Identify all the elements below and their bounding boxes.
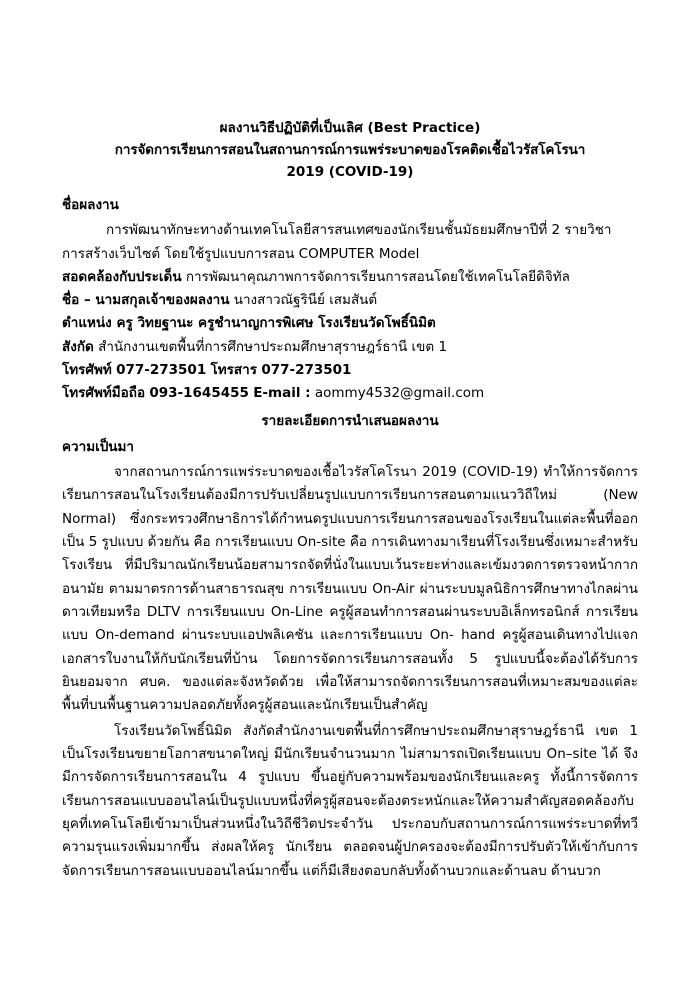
work-name-value-line-1: การพัฒนาทักษะทางด้านเทคโนโลยีสารสนเทศของนักเรียนชั้นมัธยมศึกษาปีที่ 2 รายวิชา — [106, 222, 612, 239]
email-value: aommy4532@gmail.com — [314, 384, 485, 401]
owner-value: นางสาวณัฐรินีย์ เสมสันต์ — [233, 292, 378, 309]
email-label: E-mail : — [253, 384, 311, 401]
phone-label: โทรศัพท์ — [62, 361, 112, 378]
fax-label: โทรสาร — [210, 361, 258, 378]
affiliation-row — [62, 336, 638, 359]
relevance-value: การพัฒนาคุณภาพการจัดการเรียนการสอนโดยใช้เทคโนโลยีดิจิทัล — [185, 268, 570, 285]
position-label: ตำแหน่ง ครู วิทยฐานะ ครูชำนาญการพิเศษ โรงเรียนวัดโพธิ์นิมิต — [62, 315, 436, 332]
mobile-value: 093-1645455 — [149, 384, 249, 401]
mobile-row — [62, 382, 638, 405]
affiliation-value: สำนักงานเขตพื้นที่การศึกษาประถมศึกษาสุราษฎร์ธานี เขต 1 — [98, 338, 448, 355]
relevance-label: สอดคล้องกับประเด็น — [62, 268, 182, 285]
title-line-3: 2019 (COVID-19) — [286, 163, 414, 180]
document-title — [62, 118, 638, 184]
position-row — [62, 312, 638, 335]
phone-row — [62, 359, 638, 382]
fax-value: 077-273501 — [261, 361, 352, 378]
mobile-label: โทรศัพท์มือถือ — [62, 384, 146, 401]
owner-row — [62, 289, 638, 312]
phone-value: 077-273501 — [116, 361, 207, 378]
background-paragraph-2: โรงเรียนวัดโพธิ์นิมิต สังกัดสำนักงานเขตพื้นที่การศึกษาประถมศึกษาสุราษฎร์ธานี เขต 1 เป็นโรงเรียนขยายโอกาสขนาดใหญ่ มีนักเรียนจำนวนมาก ไม่สามารถเปิดเรียนแบบ On–site ได้ จึงมีการจัดการเรียนการสอนใน 4 รูปแบบ ขึ้นอยู่กับความพร้อมของนักเรียนและครู ทั้งนี้การจัดการเรียนการสอนแบบออนไลน์เป็นรูปแบบหนึ่งที่ครูผู้สอนจะต้องตระหนักและให้ความสำคัญสอดคล้องกับยุคที่เทคโนโลยีเข้ามาเป็นส่วนหนึ่งในวิถีชีวิตประจำวัน ประกอบกับสถานการณ์การแพร่ระบาดที่ทวีความรุนแรงเพิ่มมากขึ้น ส่งผลให้ครู นักเรียน ตลอดจนผู้ปกครองจะต้องมีการปรับตัวให้เข้ากับการจัดการเรียนการสอนแบบออนไลน์มากขึ้น แต่ก็มีเสียงตอบกลับทั้งด้านบวกและด้านลบ ด้านบวก — [62, 722, 638, 879]
relevance-row — [62, 266, 638, 289]
detail-heading: รายละเอียดการนำเสนอผลงาน — [261, 413, 439, 430]
work-name-label: ชื่อผลงาน — [62, 196, 119, 213]
title-line-2: การจัดการเรียนการสอนในสถานการณ์การแพร่ระบาดของโรคติดเชื้อไวรัสโคโรนา — [114, 141, 586, 158]
background-heading: ความเป็นมา — [62, 439, 134, 456]
title-line-1: ผลงานวิธีปฏิบัติที่เป็นเลิศ (Best Practice) — [219, 120, 481, 136]
background-paragraph-1: จากสถานการณ์การแพร่ระบาดของเชื้อไวรัสโคโรนา 2019 (COVID-19) ทำให้การจัดการเรียนการสอนในโรงเรียนต้องมีการปรับเปลี่ยนรูปแบบการเรียนการสอนตามแนววิถีใหม่ (New Normal) ซึ่งกระทรวงศึกษาธิการได้กำหนดรูปแบบการเรียนการสอนของโรงเรียนในแต่ละพื้นที่ออกเป็น 5 รูปแบบ ด้วยกัน คือ การเรียนแบบ On-site คือ การเดินทางมาเรียนที่โรงเรียนซึ่งเหมาะสำหรับโรงเรียน ที่มีปริมาณนักเรียนน้อยสามารถจัดที่นั่งในแบบเว้นระยะห่างและเข้มงวดการตรวจหน้ากากอนามัย ตามมาตรการด้านสาธารณสุข การเรียนแบบ On-Air ผ่านระบบมูลนิธิการศึกษาทางไกลผ่านดาวเทียมหรือ DLTV การเรียนแบบ On-Line ครูผู้สอนทำการสอนผ่านระบบอิเล็กทรอนิกส์ การเรียนแบบ On-demand ผ่านระบบแอปพลิเคชัน และการเรียนแบบ On- hand ครูผู้สอนเดินทางไปแจกเอกสารใบงานให้กับนักเรียนที่บ้าน โดยการจัดการเรียนการสอนทั้ง 5 รูปแบบนี้จะต้องได้รับการยินยอมจาก ศบค. ของแต่ละจังหวัดด้วย เพื่อให้สามารถจัดการเรียนการสอนที่เหมาะสมของแต่ละพื้นที่บนพื้นฐานความปลอดภัยทั้งครูผู้สอนและนักเรียนเป็นสำคัญ — [62, 463, 638, 714]
owner-label: ชื่อ – นามสกุลเจ้าของผลงาน — [62, 292, 230, 309]
work-name-value-line-2: การสร้างเว็บไซต์ โดยใช้รูปแบบการสอน COMPUTER Model — [62, 245, 420, 262]
affiliation-label: สังกัด — [62, 338, 94, 355]
